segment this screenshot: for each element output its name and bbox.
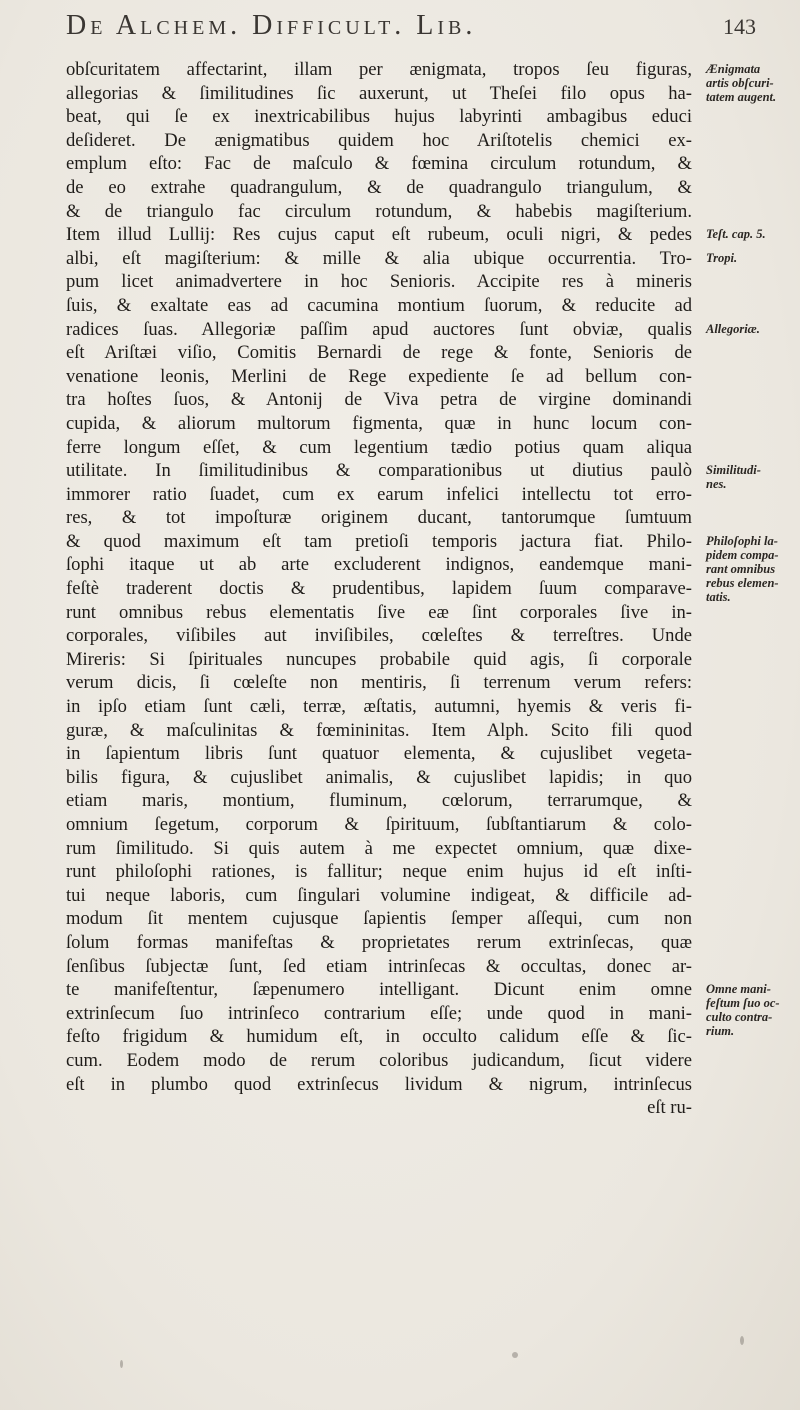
margin-note — [706, 463, 761, 491]
text-line: runt philoſophi rationes, is fallitur; neque enim hujus id eſt inſti- — [66, 861, 692, 883]
margin-note-line: nes. — [706, 477, 727, 492]
ink-speck — [512, 1352, 518, 1358]
text-line: Mireris: Si ſpirituales nuncupes probabile quid agis, ſi corporale — [66, 648, 692, 670]
margin-note-line: Similitudi- — [706, 463, 761, 478]
text-line: emplum eſto: Fac de maſculo & fœmina circulum rotundum, & — [66, 153, 692, 175]
text-line: tra hoſtes ſuos, & Antonij de Viva petra de virgine dominandi — [66, 389, 692, 411]
text-line: in ſapientum libris ſunt quatuor elementa, & cujuslibet vegeta- — [66, 743, 692, 765]
text-line: te manifeſtentur, ſæpenumero intelligant. Dicunt enim omne — [66, 979, 692, 1001]
text-line: etiam maris, montium, fluminum, cœlorum, terrarumque, & — [66, 790, 692, 812]
body-text — [66, 58, 692, 1120]
text-line: & de triangulo fac circulum rotundum, & habebis magiſterium. — [66, 200, 692, 222]
ink-speck — [120, 1360, 123, 1368]
text-line: eſt in plumbo quod extrinſecus lividum & nigrum, intrinſecus — [66, 1073, 692, 1095]
text-line: Item illud Lullij: Res cujus caput eſt rubeum, oculi nigri, & pedes — [66, 224, 692, 246]
margin-note-line: Ænigmata — [706, 62, 761, 76]
text-line: ſuis, & exaltate eas ad cacumina montium ſuorum, & reducite ad — [66, 294, 692, 316]
text-line: in ipſo etiam ſunt cæli, terræ, æſtatis, autumni, hyemis & veris fi- — [66, 696, 692, 718]
margin-note-line: Omne mani- — [706, 982, 771, 997]
text-line: rum ſimilitudo. Si quis autem à me expectet omnium, quæ dixe- — [66, 837, 692, 859]
ink-speck — [740, 1336, 744, 1345]
text-line: allegorias & ſimilitudines ſic auxerunt, ut Theſei filo opus ha- — [66, 82, 692, 104]
margin-note-line: Allegoriæ. — [706, 321, 760, 336]
text-line: deſideret. De ænigmatibus quidem hoc Ariſtotelis chemici ex- — [66, 129, 692, 151]
text-line: ſophi itaque ut ab arte excluderent indignos, eandemque mani- — [66, 554, 692, 576]
text-line: obſcuritatem affectarint, illam per ænigmata, tropos ſeu figuras, — [66, 59, 692, 80]
text-line: pum licet animadvertere in hoc Senioris. Accipite res à mineris — [66, 271, 692, 293]
page-header — [66, 10, 756, 60]
text-line: & quod maximum eſt tam pretioſi temporis jactura fiat. Philo- — [66, 530, 692, 552]
text-line: modum ſit mentem cujusque ſapientis ſemper aſſequi, cum non — [66, 908, 692, 930]
text-line: albi, eſt magiſterium: & mille & alia ubique occurrentia. Tro- — [66, 247, 692, 269]
text-line: verum dicis, ſi cœleſte non mentiris, ſi terrenum verum refers: — [66, 672, 692, 694]
margin-note-line: Teſt. cap. 5. — [706, 227, 766, 242]
margin-note — [706, 322, 760, 336]
text-line: extrinſecum ſuo intrinſeco contrarium eſſe; unde quod in mani- — [66, 1002, 692, 1024]
text-line: feſto frigidum & humidum eſt, in occulto calidum eſſe & ſic- — [66, 1026, 692, 1048]
margin-note — [706, 982, 780, 1038]
text-line: ferre longum eſſet, & cum legentium tædio potius quam aliqua — [66, 436, 692, 458]
margin-note-line: Philoſophi la- — [706, 534, 778, 548]
margin-note-line: tatem augent. — [706, 90, 777, 104]
text-line: corporales, viſibiles aut inviſibiles, cœleſtes & terreſtres. Unde — [66, 625, 692, 647]
text-line: eſt ru- — [647, 1097, 692, 1119]
text-line: omnium ſegetum, corporum & ſpirituum, ſubſtantiarum & colo- — [66, 814, 692, 835]
text-line: de eo extrahe quadrangulum, & de quadrangulo triangulum, & — [66, 176, 692, 198]
margin-note-line: artis obſcuri- — [706, 76, 774, 90]
text-line: ſenſibus ſubjectæ ſunt, ſed etiam intrinſecas & occultas, donec ar- — [66, 955, 692, 977]
text-line: ſolum formas manifeſtas & proprietates rerum extrinſecas, quæ — [66, 931, 692, 953]
text-line: beat, qui ſe ex inextricabilibus hujus labyrinti ambagibus educi — [66, 106, 692, 128]
margin-note-line: tatis. — [706, 590, 731, 604]
text-line: radices ſuas. Allegoriæ paſſim apud auctores ſunt obviæ, qualis — [66, 318, 692, 340]
margin-note-line: rium. — [706, 1024, 735, 1039]
margin-note — [706, 251, 737, 265]
text-line: tui neque laboris, cum ſingulari volumine indigeat, & difficile ad- — [66, 884, 692, 906]
text-line: eſt Ariſtæi viſio, Comitis Bernardi de rege & fonte, Senioris de — [66, 342, 692, 364]
text-line: guræ, & maſculinitas & fœmininitas. Item Alph. Scito fili quod — [66, 719, 692, 741]
text-line: cupida, & aliorum multorum figmenta, quæ in hunc locum con- — [66, 412, 692, 434]
margin-note — [706, 62, 776, 104]
margin-note-line: pidem compa- — [706, 548, 779, 562]
margin-note — [706, 227, 766, 241]
margin-note-line: Tropi. — [706, 250, 738, 265]
text-line: utilitate. In ſimilitudinibus & comparationibus ut diutius paulò — [66, 460, 692, 482]
page-number: 143 — [723, 14, 756, 39]
text-line: cum. Eodem modo de rerum coloribus judicandum, ſicut videre — [66, 1049, 692, 1071]
margin-note-line: rebus elemen- — [706, 576, 779, 590]
margin-note-line: culto contra- — [706, 1010, 773, 1025]
running-title: De Alchem. Difficult. Lib. — [66, 10, 477, 41]
margin-note-line: rant omnibus — [706, 562, 776, 576]
margin-note-line: feſtum ſuo oc- — [706, 996, 780, 1011]
text-line: bilis figura, & cujuslibet animalis, & cujuslibet lapidis; in quo — [66, 766, 692, 788]
margin-note — [706, 534, 779, 604]
text-line: res, & tot impoſturæ originem ducant, tantorumque ſumtuum — [66, 507, 692, 529]
text-line: runt omnibus rebus elementatis ſive eæ ſint corporales ſive in- — [66, 601, 692, 623]
text-line: feſtè traderent doctis & prudentibus, lapidem ſuum comparave- — [66, 578, 692, 600]
text-line: immorer ratio ſuadet, cum ex earum infelici intellectu tot erro- — [66, 483, 692, 505]
text-line: venatione leonis, Merlini de Rege expediente ſe ad bellum con- — [66, 365, 692, 387]
